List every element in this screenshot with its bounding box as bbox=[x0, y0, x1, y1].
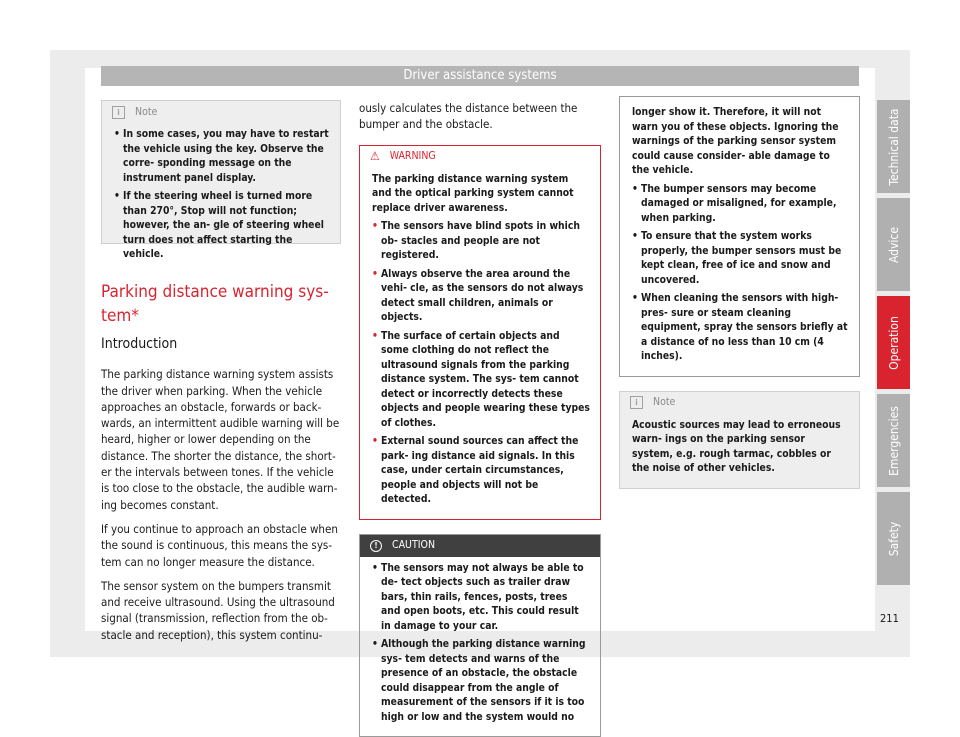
intro-paragraph: The sensor system on the bumpers transmit and receive ultrasound. Using the ultrasound signal (transmission, reflection from the ob- stacle and reception), this system continu- bbox=[101, 578, 335, 642]
warning-lead: The parking distance warning system and the optical parking system cannot replace driver awareness. bbox=[372, 172, 574, 214]
section-title: Parking distance warning sys- tem* bbox=[101, 282, 329, 326]
middle-column bbox=[359, 100, 601, 737]
list-item: • The bumper sensors may become damaged or misaligned, for example, when parking. bbox=[632, 182, 837, 224]
bullet-icon: • bbox=[632, 182, 638, 195]
note-title: Note bbox=[135, 105, 158, 118]
tab-advice[interactable]: Advice bbox=[877, 198, 910, 291]
note-body bbox=[102, 123, 340, 274]
caution-header bbox=[360, 535, 600, 557]
warning-box bbox=[359, 145, 601, 520]
list-item: • External sound sources can affect the park- ing distance aid signals. In this case, under certain circumstances, people and objects will not be detected. bbox=[372, 435, 579, 506]
page-header: Driver assistance systems bbox=[101, 66, 859, 86]
list-item: • When cleaning the sensors with high-pres- sure or steam cleaning equipment, spray the sensors briefly at a distance of no less than 10 cm (4 inches). bbox=[632, 292, 848, 362]
bullet-icon: • bbox=[372, 435, 378, 448]
list-item: • To ensure that the system works properly, the bumper sensors must be kept clean, free of ice and snow and uncovered. bbox=[632, 230, 842, 286]
caution-box bbox=[359, 534, 601, 737]
note-box-left bbox=[101, 100, 341, 260]
bullet-icon: • bbox=[632, 230, 638, 242]
bullet-icon: • bbox=[372, 561, 378, 574]
list-item: • If the steering wheel is turned more than 270°, Stop will not function; however, the an- gle of steering wheel turn does not affect starting the vehicle. bbox=[114, 190, 324, 260]
warning-body bbox=[360, 168, 600, 519]
left-column bbox=[101, 100, 341, 651]
bullet-icon: • bbox=[372, 329, 378, 342]
continued-paragraph: ously calculates the distance between the bumper and the obstacle. bbox=[359, 101, 578, 132]
tab-technical-data[interactable]: Technical data bbox=[877, 100, 910, 193]
page-number: 211 bbox=[880, 612, 899, 625]
tab-safety[interactable]: Safety bbox=[877, 492, 910, 585]
right-column bbox=[619, 96, 860, 489]
list-item: • Although the parking distance warning sys- tem detects and warns of the presence of an obstacle, the obstacle could disappear from the angle of measurement of the sensors if it is too high or low and the system would no bbox=[372, 638, 586, 723]
bullet-icon: • bbox=[632, 292, 638, 304]
info-icon: i bbox=[630, 396, 643, 409]
caution-icon: ! bbox=[370, 540, 382, 552]
caution-title: CAUTION bbox=[392, 539, 436, 552]
list-item: • The sensors have blind spots in which ob- stacles and people are not registered. bbox=[372, 220, 580, 262]
list-item: • The surface of certain objects and some clothing do not reflect the ultrasound signals from the parking distance system. The sys- tem cannot detect or incorrectly detects these objects and people wearing these types of clothes. bbox=[372, 329, 590, 429]
note-title: Note bbox=[653, 396, 676, 409]
bullet-icon: • bbox=[372, 267, 378, 280]
caution-box-continued bbox=[619, 96, 860, 377]
warning-header bbox=[360, 146, 600, 168]
tab-emergencies[interactable]: Emergencies bbox=[877, 394, 910, 487]
warning-title: WARNING bbox=[389, 150, 436, 163]
note-text: Acoustic sources may lead to erroneous warn- ings on the parking sensor system, e.g. rough tarmac, cobbles or the noise of other vehicles. bbox=[632, 418, 841, 474]
note-header bbox=[620, 392, 859, 414]
bullet-icon: • bbox=[372, 220, 378, 233]
warning-icon: ⚠ bbox=[370, 149, 380, 164]
list-item: • The sensors may not always be able to de- tect objects such as trailer draw bars, thin rails, fences, posts, trees and open boots, etc. This could result in damage to your car. bbox=[372, 561, 584, 632]
info-icon: i bbox=[112, 106, 125, 119]
list-item: • In some cases, you may have to restart the vehicle using the key. Observe the corre- sponding message on the instrument panel display. bbox=[114, 128, 329, 184]
caution-body bbox=[360, 557, 600, 737]
tab-operation[interactable]: Operation bbox=[877, 296, 910, 389]
note-box-right bbox=[619, 391, 860, 489]
bullet-icon: • bbox=[114, 190, 120, 202]
list-item: • Always observe the area around the vehi- cle, as the sensors do not always detect small children, animals or objects. bbox=[372, 267, 584, 324]
note-header bbox=[102, 101, 340, 123]
intro-paragraph: The parking distance warning system assists the driver when parking. When the vehicle approaches an obstacle, forwards or back- wards, an intermittent audible warning will be heard, higher or lower depending on the distance. The shorter the distance, the short- er the intervals between tones. If the vehicle is too close to the obstacle, the audible warn- ing becomes constant. bbox=[101, 367, 340, 512]
intro-paragraph: If you continue to approach an obstacle when the sound is continuous, this means the sys- tem can no longer measure the distance. bbox=[101, 521, 338, 569]
bullet-icon: • bbox=[114, 128, 120, 140]
caution-continued-lead: longer show it. Therefore, it will not warn you of these objects. Ignoring the warnings of the parking sensor system could cause consider- able damage to the vehicle. bbox=[632, 106, 839, 176]
bullet-icon: • bbox=[372, 638, 378, 651]
caution-continued-body bbox=[620, 97, 859, 376]
section-subtitle: Introduction bbox=[101, 336, 178, 352]
note-body bbox=[620, 414, 859, 488]
